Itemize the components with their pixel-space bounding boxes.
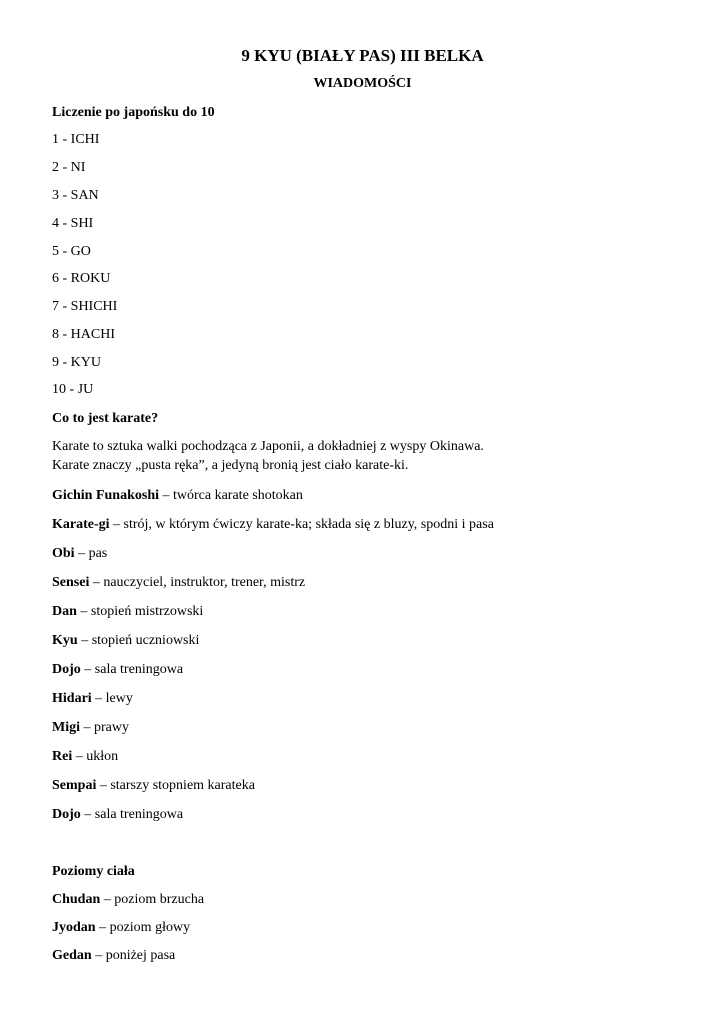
term: Obi (52, 546, 75, 561)
term-definition: – sala treningowa (80, 662, 184, 677)
counting-item: 5 - GO (52, 244, 91, 259)
term-definition: – prawy (80, 720, 129, 735)
term-line (52, 806, 183, 824)
counting-heading: Liczenie po japońsku do 10 (52, 105, 215, 120)
term: Gedan (52, 948, 92, 963)
term-line (52, 777, 255, 795)
term-line (52, 719, 129, 737)
counting-item: 2 - NI (52, 160, 86, 175)
term: Chudan (52, 892, 101, 907)
term-line (52, 574, 305, 592)
term-line (52, 661, 183, 679)
term: Dojo (52, 662, 81, 677)
counting-item: 4 - SHI (52, 216, 94, 231)
term-line (52, 487, 303, 505)
term-definition: – lewy (91, 691, 133, 706)
term: Kyu (52, 633, 78, 648)
term-definition: – pas (74, 546, 108, 561)
level-line (52, 891, 204, 909)
page-title: 9 KYU (BIAŁY PAS) III BELKA (241, 46, 484, 65)
term: Dojo (52, 807, 81, 822)
term: Dan (52, 604, 77, 619)
karate-heading: Co to jest karate? (52, 411, 159, 426)
term: Sempai (52, 778, 97, 793)
term-line (52, 748, 118, 766)
term: Rei (52, 749, 73, 764)
levels-heading: Poziomy ciała (52, 864, 135, 879)
counting-item: 7 - SHICHI (52, 299, 118, 314)
counting-item: 10 - JU (52, 382, 94, 397)
counting-item: 1 - ICHI (52, 132, 100, 147)
term-line (52, 545, 107, 563)
term: Sensei (52, 575, 90, 590)
counting-item: 8 - HACHI (52, 327, 115, 342)
term-definition: – ukłon (72, 749, 119, 764)
term: Jyodan (52, 920, 96, 935)
term-line (52, 516, 494, 534)
term: Gichin Funakoshi (52, 488, 159, 503)
counting-item: 3 - SAN (52, 188, 99, 203)
term-definition: – stopień uczniowski (77, 633, 200, 648)
term-definition: – sala treningowa (80, 807, 184, 822)
term: Karate-gi (52, 517, 110, 532)
counting-item: 9 - KYU (52, 355, 101, 370)
term-definition: – starszy stopniem karateka (96, 778, 255, 793)
karate-paragraph-line: Karate znaczy „pusta ręka”, a jedyną bronią jest ciało karate-ki. (52, 458, 409, 473)
term-line (52, 603, 203, 621)
term: Hidari (52, 691, 92, 706)
term-definition: – poniżej pasa (91, 948, 176, 963)
term-definition: – poziom brzucha (100, 892, 205, 907)
counting-item: 6 - ROKU (52, 271, 111, 286)
term-line (52, 690, 133, 708)
term-definition: – poziom głowy (95, 920, 191, 935)
page-subtitle: WIADOMOŚCI (313, 76, 412, 91)
term-definition: – twórca karate shotokan (159, 488, 303, 503)
karate-paragraph-line: Karate to sztuka walki pochodząca z Japonii, a dokładniej z wyspy Okinawa. (52, 439, 484, 454)
term: Migi (52, 720, 80, 735)
term-line (52, 632, 199, 650)
term-definition: – strój, w którym ćwiczy karate-ka; składa się z bluzy, spodni i pasa (109, 517, 494, 532)
term-definition: – stopień mistrzowski (76, 604, 204, 619)
level-line (52, 919, 190, 937)
level-line (52, 947, 175, 965)
term-definition: – nauczyciel, instruktor, trener, mistrz (89, 575, 306, 590)
